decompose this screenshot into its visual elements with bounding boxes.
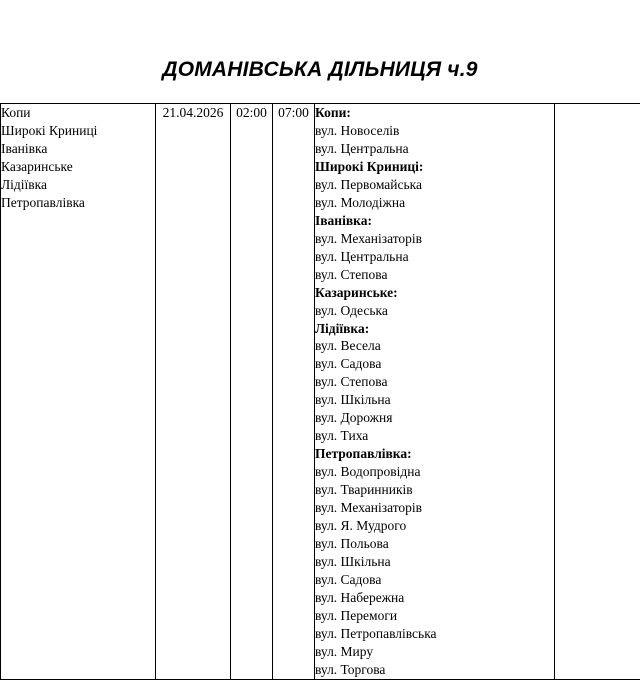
list-item: Казаринське — [1, 158, 155, 176]
street-group-name: Іванівка: — [315, 212, 554, 230]
street-group — [315, 212, 554, 284]
street-item: вул. Петропавлівська — [315, 625, 554, 643]
table-row — [1, 104, 640, 680]
street-item: вул. Шкільна — [315, 553, 554, 571]
list-item: Широкі Криниці — [1, 122, 155, 140]
street-item: вул. Дорожня — [315, 409, 554, 427]
list-item: Копи — [1, 104, 155, 122]
list-item: Петропавлівка — [1, 194, 155, 212]
street-group — [315, 445, 554, 678]
street-item: вул. Одеська — [315, 302, 554, 320]
street-group — [315, 104, 554, 158]
list-item: Іванівка — [1, 140, 155, 158]
street-item: вул. Шкільна — [315, 391, 554, 409]
street-item: вул. Я. Мудрого — [315, 517, 554, 535]
street-item: вул. Первомайська — [315, 176, 554, 194]
time-from-cell: 02:00 — [231, 104, 273, 680]
street-item: вул. Центральна — [315, 248, 554, 266]
street-item: вул. Садова — [315, 571, 554, 589]
street-group-name: Копи: — [315, 104, 554, 122]
streets-cell — [315, 104, 555, 680]
street-item: вул. Механізаторів — [315, 230, 554, 248]
outage-date-cell: 21.04.2026 — [156, 104, 231, 680]
street-item: вул. Степова — [315, 373, 554, 391]
localities-list — [1, 104, 155, 212]
street-group-name: Лідіївка: — [315, 320, 554, 338]
street-item: вул. Торгова — [315, 661, 554, 679]
street-item: вул. Молодіжна — [315, 194, 554, 212]
localities-cell — [1, 104, 156, 680]
empty-trailing-cell — [555, 104, 640, 680]
street-item: вул. Миру — [315, 643, 554, 661]
street-item: вул. Новоселів — [315, 122, 554, 140]
street-item: вул. Садова — [315, 355, 554, 373]
street-group-name: Широкі Криниці: — [315, 158, 554, 176]
street-item: вул. Тваринників — [315, 481, 554, 499]
street-item: вул. Механізаторів — [315, 499, 554, 517]
street-item: вул. Центральна — [315, 140, 554, 158]
time-to-cell: 07:00 — [273, 104, 315, 680]
list-item: Лідіївка — [1, 176, 155, 194]
page-title: ДОМАНІВСЬКА ДІЛЬНИЦЯ ч.9 — [0, 0, 640, 81]
street-item: вул. Весела — [315, 337, 554, 355]
street-group — [315, 158, 554, 212]
street-item: вул. Польова — [315, 535, 554, 553]
street-item: вул. Тиха — [315, 427, 554, 445]
street-group — [315, 284, 554, 320]
outage-schedule-table — [0, 103, 640, 680]
street-item: вул. Набережна — [315, 589, 554, 607]
street-item: вул. Степова — [315, 266, 554, 284]
street-group — [315, 320, 554, 446]
street-group-name: Казаринське: — [315, 284, 554, 302]
street-group-name: Петропавлівка: — [315, 445, 554, 463]
street-item: вул. Перемоги — [315, 607, 554, 625]
street-item: вул. Водопровідна — [315, 463, 554, 481]
